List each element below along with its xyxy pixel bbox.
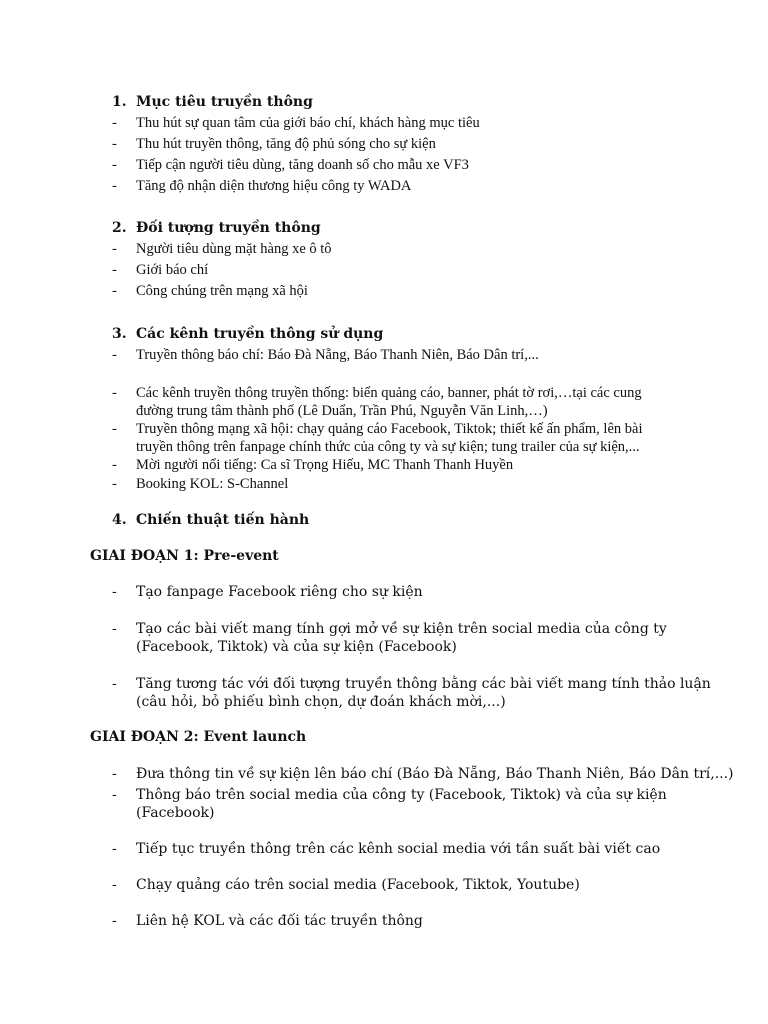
phase-1-heading: GIAI ĐOẠN 1: Pre-event [90, 548, 279, 564]
phase-2-heading: GIAI ĐOẠN 2: Event launch [90, 729, 307, 745]
text: Đưa thông tin về sự kiện lên báo chí (Báo Đà Nẵng, Báo Thanh Niên, Báo Dân trí,...) [136, 766, 734, 782]
bullet-dash: - [112, 913, 117, 929]
text: Công chúng trên mạng xã hội [136, 283, 308, 299]
text: Giới báo chí [136, 262, 209, 278]
text: Tiếp tục truyền thông trên các kênh social media với tần suất bài viết cao [136, 841, 661, 857]
text: (Facebook) [136, 805, 215, 821]
bullet-dash: - [112, 787, 117, 803]
text: 4. [112, 512, 127, 528]
bullet-dash: - [112, 877, 117, 893]
text: 2. [112, 220, 127, 236]
text: 3. [112, 326, 127, 342]
text: (Facebook, Tiktok) và của sự kiện (Facebook) [136, 639, 457, 655]
bullet-dash: - [112, 584, 117, 600]
bullet-dash: - [112, 676, 117, 692]
text: Tạo fanpage Facebook riêng cho sự kiện [136, 584, 423, 600]
text: Truyền thông mạng xã hội: chạy quảng cáo Facebook, Tiktok; thiết kế ấn phẩm, lên bài [136, 421, 643, 437]
text: Booking KOL: S-Channel [136, 476, 289, 492]
text: Các kênh truyền thông sử dụng [136, 326, 384, 342]
text: 1. [112, 94, 127, 110]
bullet-dash: - [112, 241, 117, 257]
bullet-dash: - [112, 476, 117, 492]
text: Mục tiêu truyền thông [136, 94, 313, 110]
text: Người tiêu dùng mặt hàng xe ô tô [136, 241, 332, 257]
text: Tăng tương tác với đối tượng truyền thông bằng các bài viết mang tính thảo luận [136, 676, 711, 692]
text: (câu hỏi, bỏ phiếu bình chọn, dự đoán khách mời,...) [136, 694, 506, 710]
text: Thu hút sự quan tâm của giới báo chí, khách hàng mục tiêu [136, 115, 480, 131]
text: Thu hút truyền thông, tăng độ phủ sóng cho sự kiện [136, 136, 436, 152]
bullet-dash: - [112, 136, 117, 152]
text: Truyền thông báo chí: Báo Đà Nẵng, Báo Thanh Niên, Báo Dân trí,... [136, 347, 539, 363]
text: Liên hệ KOL và các đối tác truyền thông [136, 913, 423, 929]
text: Mời người nổi tiếng: Ca sĩ Trọng Hiếu, MC Thanh Thanh Huyền [136, 457, 514, 473]
bullet-dash: - [112, 178, 117, 194]
bullet-dash: - [112, 157, 117, 173]
bullet-dash: - [112, 115, 117, 131]
bullet-dash: - [112, 421, 117, 437]
text: Thông báo trên social media của công ty (Facebook, Tiktok) và của sự kiện [136, 787, 667, 803]
text: Tiếp cận người tiêu dùng, tăng doanh số cho mẫu xe VF3 [136, 157, 469, 173]
bullet-dash: - [112, 347, 117, 363]
text: Chạy quảng cáo trên social media (Facebook, Tiktok, Youtube) [136, 877, 580, 893]
bullet-dash: - [112, 385, 117, 401]
text: đường trung tâm thành phố (Lê Duẩn, Trần Phú, Nguyễn Văn Linh,…) [136, 403, 548, 419]
text: Các kênh truyền thông truyền thống: biển quảng cáo, banner, phát tờ rơi,…tại các cung [136, 385, 642, 401]
bullet-dash: - [112, 283, 117, 299]
bullet-dash: - [112, 457, 117, 473]
text: truyền thông trên fanpage chính thức của công ty và sự kiện; tung trailer của sự kiện,... [136, 439, 640, 455]
text: Đối tượng truyền thông [136, 220, 321, 236]
bullet-dash: - [112, 766, 117, 782]
bullet-dash: - [112, 841, 117, 857]
bullet-dash: - [112, 262, 117, 278]
text: Chiến thuật tiến hành [136, 512, 310, 528]
text: Tăng độ nhận diện thương hiệu công ty WADA [136, 178, 412, 194]
text: Tạo các bài viết mang tính gợi mở về sự kiện trên social media của công ty [136, 621, 667, 637]
bullet-dash: - [112, 621, 117, 637]
